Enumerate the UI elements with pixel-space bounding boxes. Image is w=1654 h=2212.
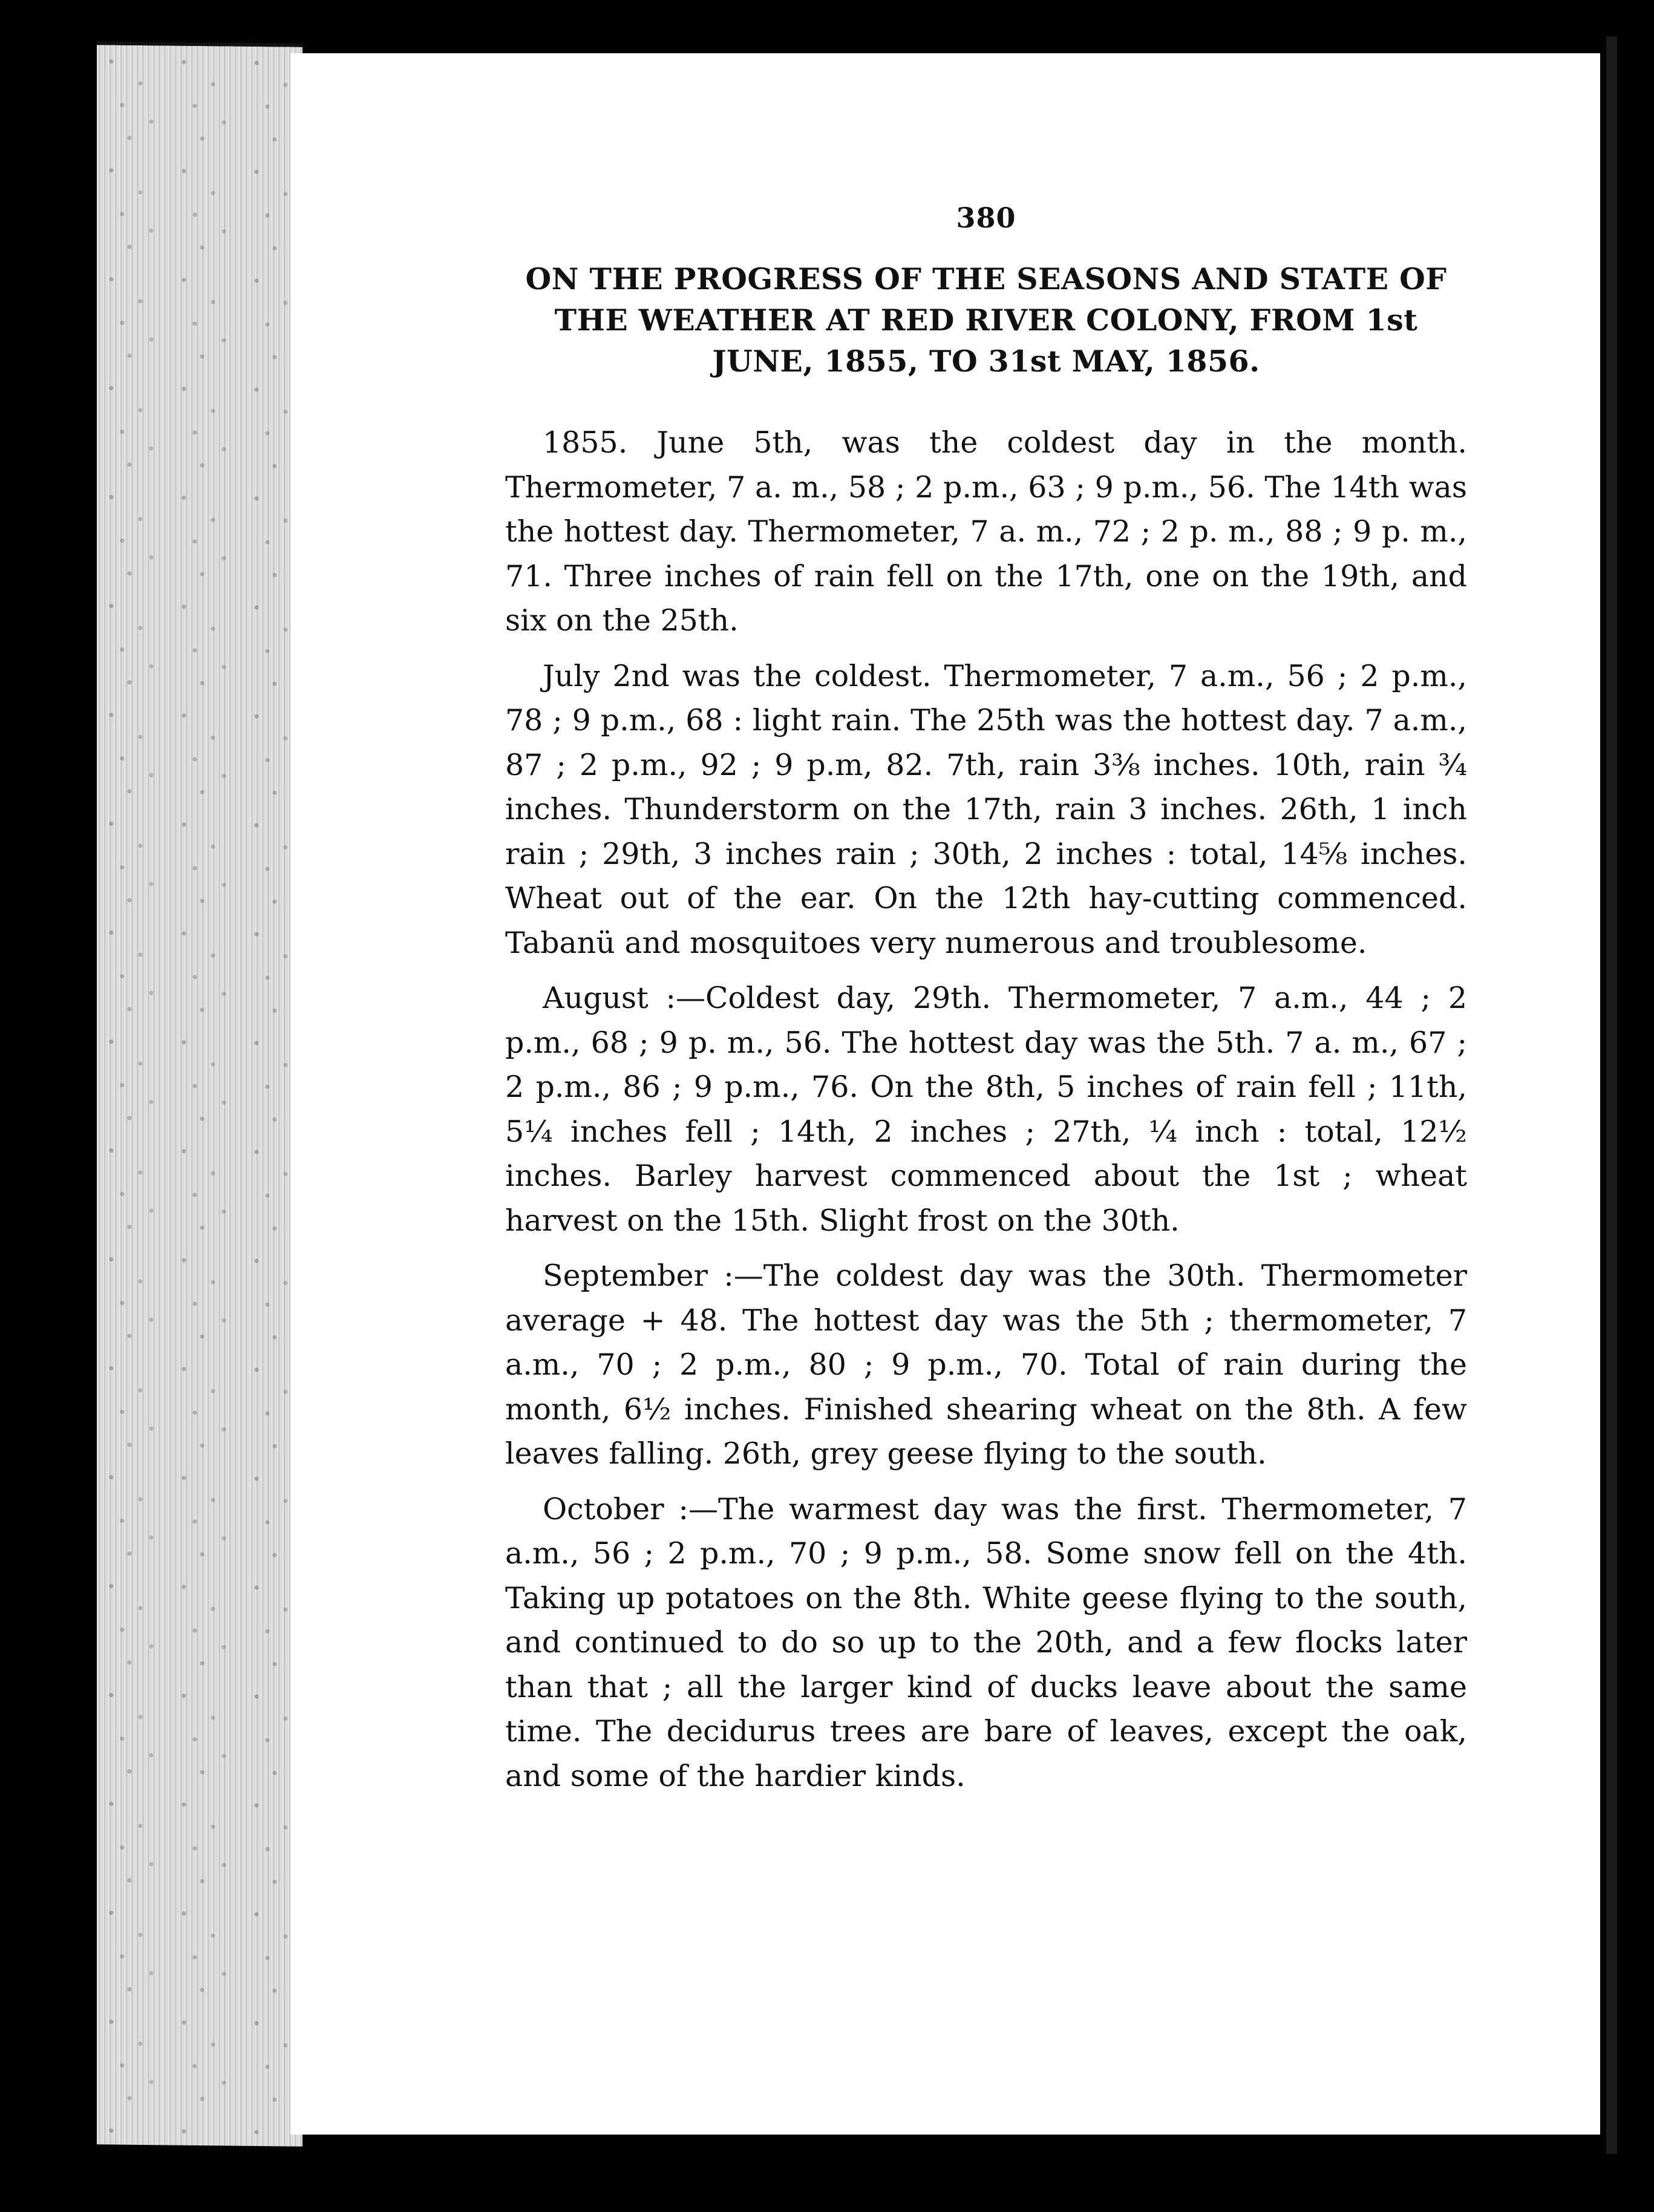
page-content: [505, 201, 1467, 1809]
article-title: ON THE PROGRESS OF THE SEASONS AND STATE OF THE WEATHER AT RED RIVER COLONY, FROM 1st JUNE, 1855, TO 31st MAY, 1856.: [525, 261, 1447, 379]
page-number: 380: [956, 201, 1016, 234]
paragraph-august: August :—Coldest day, 29th. Thermometer, 7 a.m., 44 ; 2 p.m., 68 ; 9 p. m., 56. The hottest day was the 5th. 7 a. m., 67 ; 2 p.m., 86 ; 9 p.m., 76. On the 8th, 5 inches of rain fell ; 11th, 5¼ inches fell ; 14th, 2 inches ; 27th, ¼ inch : total, 12½ inches. Barley harvest commenced about the 1st ; wheat harvest on the 15th. Slight frost on the 30th.: [505, 981, 1467, 1238]
book-spine-edge: [1606, 36, 1617, 2154]
page-edges: [97, 41, 302, 2147]
paragraph-june: 1855. June 5th, was the coldest day in the month. Thermometer, 7 a. m., 58 ; 2 p.m., 63 ; 9 p.m., 56. The 14th was the hottest day. Thermometer, 7 a. m., 72 ; 2 p. m., 88 ; 9 p. m., 71. Three inches of rain fell on the 17th, one on the 19th, and six on the 25th.: [505, 425, 1467, 638]
paragraph-october: October :—The warmest day was the first. Thermometer, 7 a.m., 56 ; 2 p.m., 70 ; 9 p.m., 58. Some snow fell on the 4th. Taking up potatoes on the 8th. White geese flying to the south, and continued to do so up to the 20th, and a few flocks later than that ; all the larger kind of ducks leave about the same time. The decidurus trees are bare of leaves, except the oak, and some of the hardier kinds.: [505, 1491, 1467, 1793]
book-page: [290, 53, 1600, 2135]
paragraph-july: July 2nd was the coldest. Thermometer, 7 a.m., 56 ; 2 p.m., 78 ; 9 p.m., 68 : light rain. The 25th was the hottest day. 7 a.m., 87 ; 2 p.m., 92 ; 9 p.m, 82. 7th, rain 3⅜ inches. 10th, rain ¾ inches. Thunderstorm on the 17th, rain 3 inches. 26th, 1 inch rain ; 29th, 3 inches rain ; 30th, 2 inches : total, 14⅝ inches. Wheat out of the ear. On the 12th hay-cutting commenced. Tabanü and mosquitoes very numerous and troublesome.: [505, 658, 1467, 960]
paragraph-september: September :—The coldest day was the 30th. Thermometer average + 48. The hottest day was the 5th ; thermometer, 7 a.m., 70 ; 2 p.m., 80 ; 9 p.m., 70. Total of rain during the month, 6½ inches. Finished shearing wheat on the 8th. A few leaves falling. 26th, grey geese flying to the south.: [505, 1258, 1467, 1471]
